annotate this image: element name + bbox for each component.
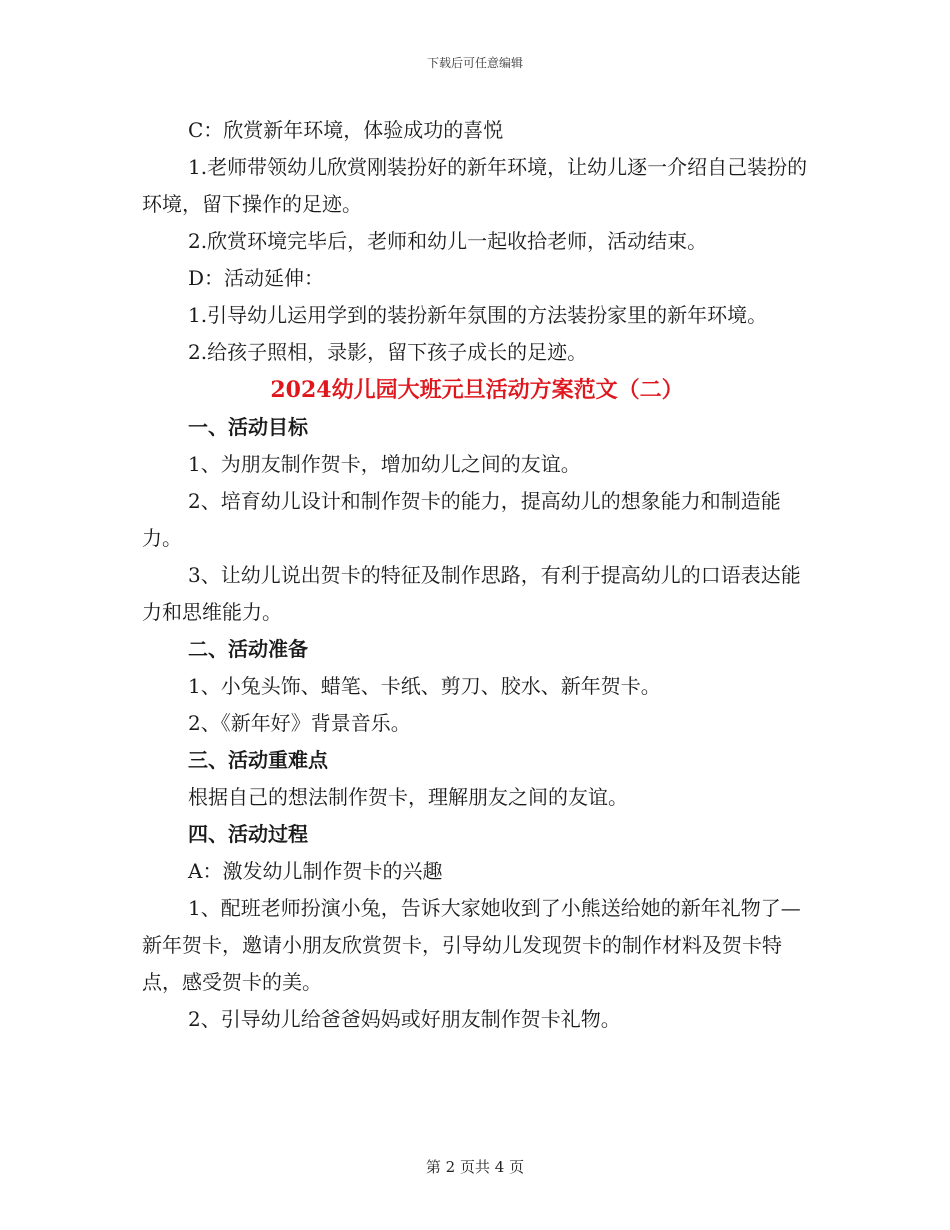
section-a-heading: A：激发幼儿制作贺卡的兴趣: [188, 859, 443, 883]
section-heading-process: 四、活动过程: [188, 822, 308, 846]
paragraph: 根据自己的想法制作贺卡，理解朋友之间的友谊。: [188, 785, 628, 809]
paragraph: 2.给孩子照相，录影，留下孩子成长的足迹。: [188, 340, 588, 364]
paragraph: 1.引导幼儿运用学到的装扮新年氛围的方法装扮家里的新年环境。: [188, 303, 768, 327]
document-body: [142, 112, 812, 1038]
paragraph: 2、培育幼儿设计和制作贺卡的能力，提高幼儿的想象能力和制造能力。: [142, 489, 781, 550]
section-d-heading: D：活动延伸：: [188, 266, 325, 290]
paragraph: 2.欣赏环境完毕后，老师和幼儿一起收拾老师，活动结束。: [188, 229, 708, 253]
document-title: 2024幼儿园大班元旦活动方案范文（二）: [270, 377, 684, 403]
paragraph: 2、《新年好》背景音乐。: [188, 711, 411, 735]
section-heading-goals: 一、活动目标: [188, 415, 308, 439]
paragraph: 3、让幼儿说出贺卡的特征及制作思路，有利于提高幼儿的口语表达能力和思维能力。: [142, 563, 801, 624]
paragraph: 1、配班老师扮演小兔，告诉大家她收到了小熊送给她的新年礼物了—新年贺卡，邀请小朋友欣赏贺卡，引导幼儿发现贺卡的制作材料及贺卡特点，感受贺卡的美。: [142, 896, 801, 994]
paragraph: 1.老师带领幼儿欣赏刚装扮好的新年环境，让幼儿逐一介绍自己装扮的环境，留下操作的足迹。: [142, 155, 808, 216]
paragraph: 1、为朋友制作贺卡，增加幼儿之间的友谊。: [188, 452, 581, 476]
page-header: 下载后可任意编辑: [426, 56, 523, 70]
section-heading-key-points: 三、活动重难点: [188, 748, 328, 772]
paragraph: 1、小兔头饰、蜡笔、卡纸、剪刀、胶水、新年贺卡。: [188, 674, 661, 698]
paragraph: 2、引导幼儿给爸爸妈妈或好朋友制作贺卡礼物。: [188, 1007, 621, 1031]
section-heading-preparation: 二、活动准备: [188, 637, 308, 661]
section-c-heading: C：欣赏新年环境，体验成功的喜悦: [188, 118, 504, 142]
page-footer: 第 2 页共 4 页: [425, 1158, 525, 1176]
